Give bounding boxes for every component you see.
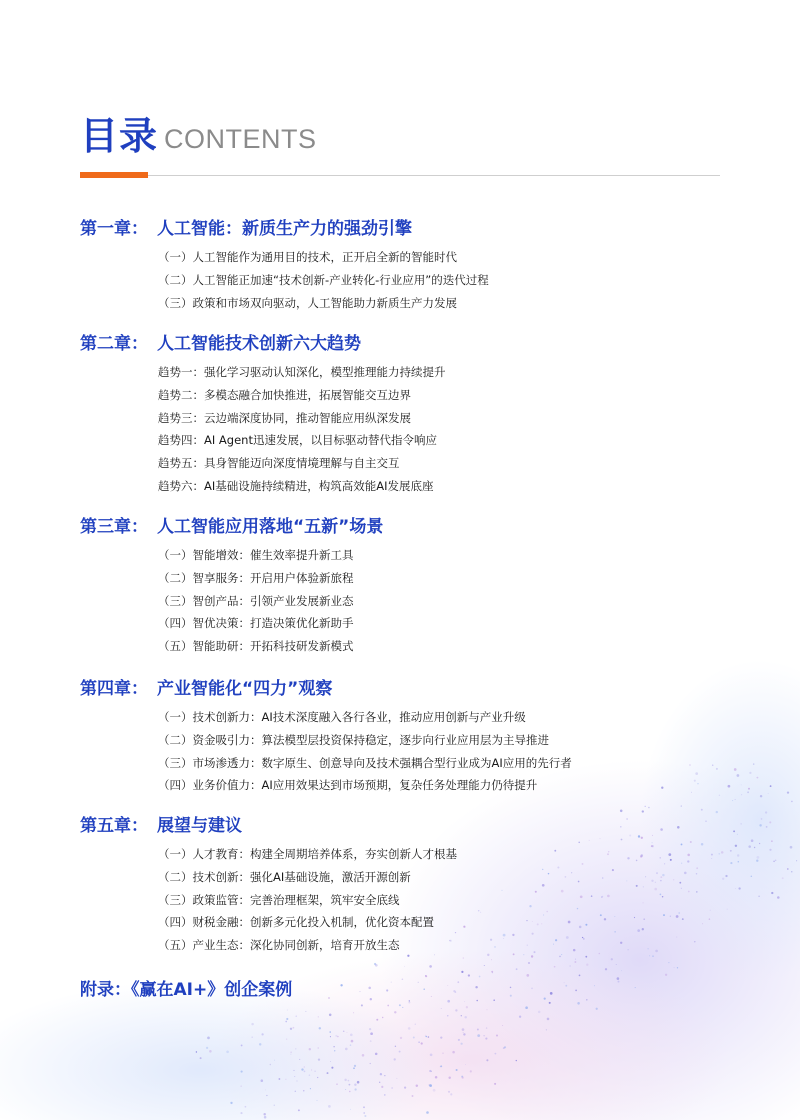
toc-item[interactable]: （三）政策和市场双向驱动，人工智能助力新质生产力发展: [158, 295, 457, 310]
chapter-number: 第五章：: [80, 816, 148, 836]
chapter-number: 第一章：: [80, 219, 148, 239]
header-divider: [80, 175, 720, 176]
chapter-heading[interactable]: [80, 815, 242, 837]
chapter-title: 展望与建议: [157, 816, 242, 836]
toc-item[interactable]: 趋势五：具身智能迈向深度情境理解与自主交互: [158, 456, 400, 471]
chapter-number: 第三章：: [80, 517, 148, 537]
page-subtitle: CONTENTS: [164, 124, 317, 154]
toc-item[interactable]: 趋势六：AI基础设施持续精进，构筑高效能AI发展底座: [158, 479, 434, 493]
toc-item[interactable]: （二）智享服务：开启用户体验新旅程: [158, 570, 354, 585]
toc-item[interactable]: 趋势一：强化学习驱动认知深化，模型推理能力持续提升: [158, 365, 446, 379]
toc-item[interactable]: （三）智创产品：引领产业发展新业态: [158, 593, 354, 608]
toc-item[interactable]: （五）智能助研：开拓科技研发新模式: [158, 639, 354, 654]
toc-item[interactable]: （二）人工智能正加速“技术创新-产业转化-行业应用”的迭代过程: [158, 272, 489, 287]
chapter-heading[interactable]: [80, 218, 412, 240]
toc-item[interactable]: （一）人才教育：构建全周期培养体系，夯实创新人才根基: [158, 847, 457, 861]
chapter-heading[interactable]: [80, 678, 332, 700]
toc-item[interactable]: （三）市场渗透力：数字原生、创意导向及技术强耦合型行业成为AI应用的先行者: [158, 755, 572, 770]
chapter-title: 人工智能：新质生产力的强劲引擎: [157, 219, 412, 239]
appendix-entry[interactable]: 附录：《赢在AI+》创企案例: [80, 980, 293, 1000]
toc-item[interactable]: （四）智优决策：打造决策优化新助手: [158, 616, 354, 631]
toc-item[interactable]: （四）业务价值力：AI应用效果达到市场预期，复杂任务处理能力仍待提升: [158, 778, 538, 793]
chapter-title: 人工智能技术创新六大趋势: [157, 334, 361, 354]
chapter-number: 第四章：: [80, 679, 148, 699]
chapter-number: 第二章：: [80, 334, 148, 354]
toc-item[interactable]: （四）财税金融：创新多元化投入机制，优化资本配置: [158, 915, 434, 930]
toc-item[interactable]: （二）技术创新：强化AI基础设施，激活开源创新: [158, 869, 411, 884]
chapter-heading[interactable]: [80, 516, 383, 538]
toc-item[interactable]: （二）资金吸引力：算法模型层投资保持稳定，逐步向行业应用层为主导推进: [158, 732, 549, 747]
toc-item[interactable]: （五）产业生态：深化协同创新，培育开放生态: [158, 938, 400, 953]
contents-header: [80, 112, 317, 158]
toc-item[interactable]: （三）政策监管：完善治理框架，筑牢安全底线: [158, 892, 400, 907]
page-title: 目录: [80, 114, 159, 158]
chapter-title: 人工智能应用落地“五新”场景: [157, 517, 384, 537]
chapter-title: 产业智能化“四力”观察: [157, 679, 333, 699]
toc-item[interactable]: （一）智能增效：催生效率提升新工具: [158, 548, 354, 562]
toc-item[interactable]: 趋势四：AI Agent迅速发展，以目标驱动替代指令响应: [158, 433, 437, 448]
toc-item[interactable]: 趋势三：云边端深度协同，推动智能应用纵深发展: [158, 410, 411, 425]
toc-item[interactable]: （一）人工智能作为通用目的技术，正开启全新的智能时代: [158, 250, 457, 264]
chapter-heading[interactable]: [80, 333, 361, 355]
toc-item[interactable]: （一）技术创新力：AI技术深度融入各行各业，推动应用创新与产业升级: [158, 710, 526, 724]
header-accent-bar: [80, 172, 148, 178]
toc-item[interactable]: 趋势二：多模态融合加快推进，拓展智能交互边界: [158, 387, 411, 402]
